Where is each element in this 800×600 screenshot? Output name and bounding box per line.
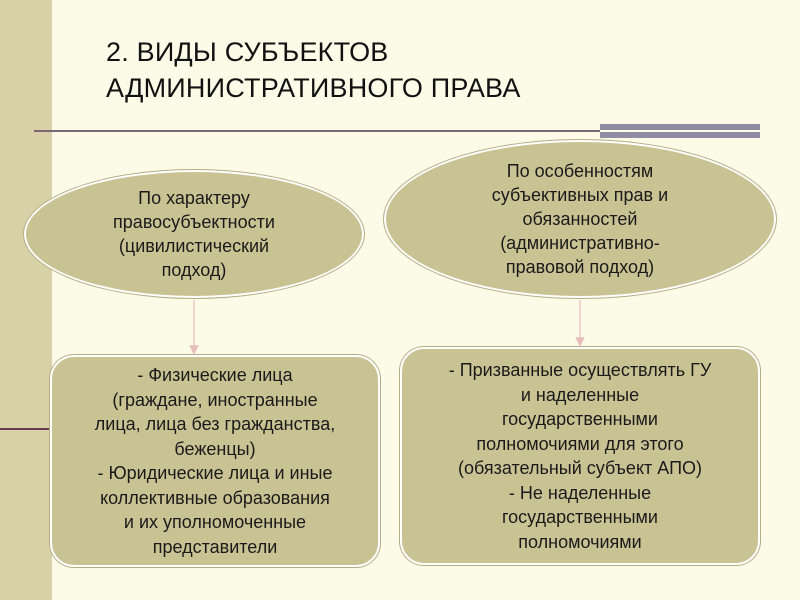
oval-text-line: подход) bbox=[161, 260, 227, 280]
oval-text-line: По особенностям bbox=[506, 161, 654, 181]
detail-text-line: коллективные образования bbox=[100, 487, 330, 508]
category-oval-administrative bbox=[384, 140, 776, 298]
title-underline bbox=[34, 130, 600, 132]
detail-text-line: (граждане, иностранные bbox=[112, 389, 318, 410]
band-divider bbox=[0, 428, 52, 430]
detail-text-line: государственными bbox=[502, 409, 658, 429]
detail-text-line: (обязательный субъект АПО) bbox=[457, 458, 703, 478]
detail-text-line: - Не наделенные bbox=[508, 482, 652, 503]
detail-text-line: - Призванные осуществлять ГУ bbox=[448, 360, 712, 380]
corner-accent-gap bbox=[600, 130, 760, 132]
left-decorative-band bbox=[0, 0, 52, 600]
slide-title-line-2: АДМИНИСТРАТИВНОГО ПРАВА bbox=[106, 73, 521, 103]
detail-text-line: представители bbox=[152, 536, 278, 557]
slide-title-line-1: 2. ВИДЫ СУБЪЕКТОВ bbox=[106, 37, 389, 67]
detail-text-line: - Юридические лица и иные bbox=[97, 463, 333, 483]
oval-text-line: правовой подход) bbox=[505, 257, 655, 277]
oval-text-line: (цивилистический bbox=[118, 236, 270, 256]
detail-text-line: государственными bbox=[502, 507, 658, 527]
detail-text-line: и их уполномоченные bbox=[123, 512, 307, 532]
detail-text-line: лица, лица без гражданства, bbox=[94, 414, 336, 434]
oval-text-line: обязанностей bbox=[522, 209, 638, 229]
detail-text-line: полномочиями bbox=[518, 531, 642, 552]
detail-box-administrative bbox=[400, 347, 760, 565]
detail-text-line: и наделенные bbox=[520, 384, 640, 405]
detail-box-civil bbox=[50, 355, 380, 567]
slide-title bbox=[106, 34, 746, 106]
oval-text-line: правосубъектности bbox=[113, 212, 275, 232]
oval-text-line: По характеру bbox=[138, 188, 250, 208]
detail-text-line: беженцы) bbox=[174, 438, 256, 459]
detail-text-line: - Физические лица bbox=[137, 365, 293, 385]
oval-text-line: (административно- bbox=[500, 233, 660, 253]
oval-text-line: субъективных прав и bbox=[491, 185, 669, 205]
detail-text-line: полномочиями для этого bbox=[476, 433, 684, 454]
category-oval-civil bbox=[24, 170, 364, 298]
